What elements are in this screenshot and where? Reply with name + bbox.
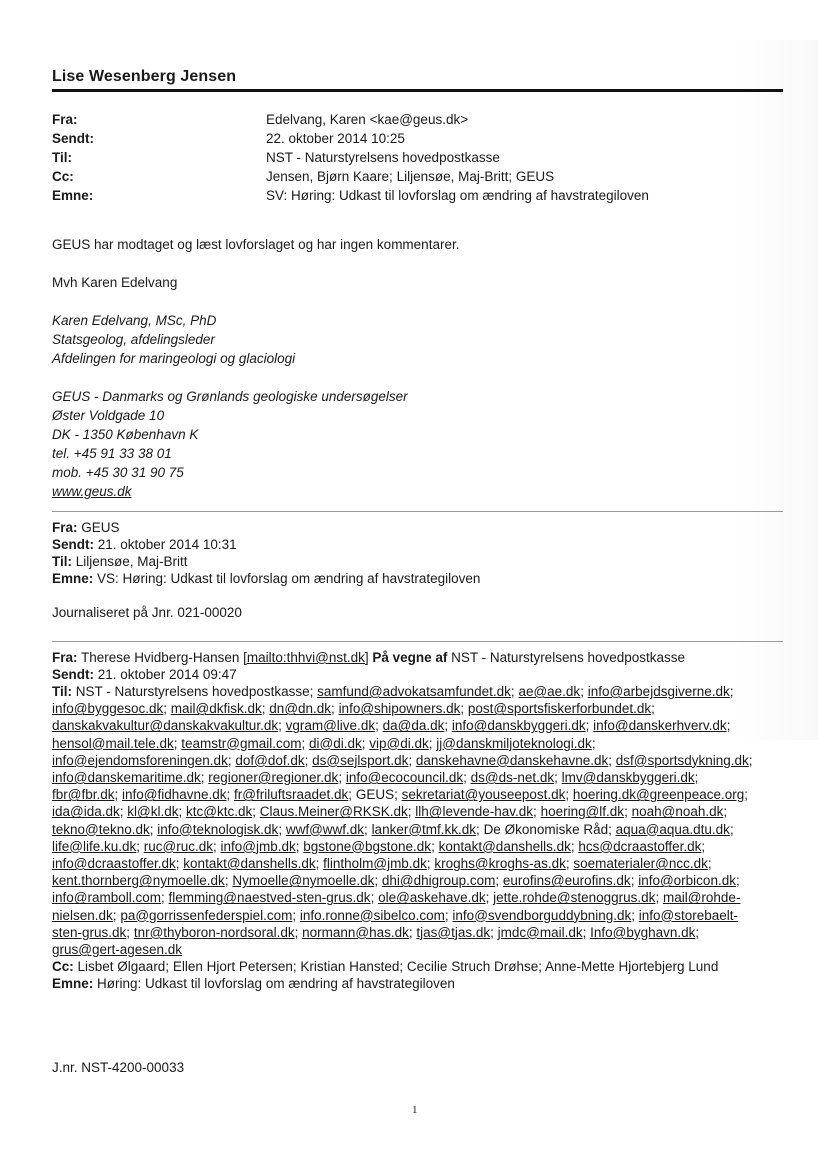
recipient-email-link[interactable]: pa@gorrissenfederspiel.com <box>120 907 293 923</box>
recipient-email-link[interactable]: vip@di.dk <box>369 735 429 751</box>
signature-block <box>52 311 408 501</box>
from-label: Fra: <box>52 112 78 127</box>
signature-name: Karen Edelvang, MSc, PhD <box>52 313 217 328</box>
to-label: Til: <box>52 150 72 165</box>
fwd1-sent-line <box>52 536 772 553</box>
recipient-email-link[interactable]: sekretariat@youseepost.dk <box>401 787 566 803</box>
recipient-email-link[interactable]: llh@levende-hav.dk <box>415 804 534 820</box>
recipient-email-link[interactable]: tjas@tjas.dk <box>416 924 491 940</box>
recipient-name: GEUS <box>355 787 395 803</box>
recipient-email-link[interactable]: kroghs@kroghs-as.dk <box>434 856 566 872</box>
recipient-email-link[interactable]: info@teknologisk.dk <box>157 821 279 837</box>
forward-block-1 <box>52 519 772 621</box>
show-through-shading <box>738 40 818 740</box>
fwd2-sent-line <box>52 666 772 683</box>
fwd2-subject-line <box>52 975 772 992</box>
fwd1-sent-label: Sendt: <box>52 537 94 552</box>
header-row-sent <box>52 129 649 148</box>
fwd2-subject-label: Emne: <box>52 976 94 992</box>
fwd2-cc-label: Cc: <box>52 959 74 975</box>
recipient-email-link[interactable]: info@shipowners.dk <box>338 701 461 717</box>
recipient-email-link[interactable]: normann@has.dk <box>302 924 409 940</box>
signature-city: DK - 1350 København K <box>52 427 199 442</box>
header-row-cc <box>52 167 649 186</box>
recipient-email-link[interactable]: info.ronne@sibelco.com <box>299 907 445 923</box>
recipient-email-link[interactable]: info@danskbyggeri.dk <box>451 718 586 734</box>
fwd2-sent-label: Sendt: <box>52 667 94 682</box>
fwd1-subject-line <box>52 570 772 587</box>
forward-block-2 <box>52 649 772 992</box>
signature-tel: tel. +45 91 33 38 01 <box>52 446 172 461</box>
recipient-list: samfund@advokatsamfundet.dk; ae@ae.dk; info@arbejdsgiverne.dk; info@byggesoc.dk; mail@dkfisk.dk; dn@dn.dk; info@shipowners.dk; post@sportsfiskerforbundet.dk; danskakvakultur@danskakvakultur.dk; vgram@live.dk; da@da.dk; info@danskbyggeri.dk; info@danskerhverv.dk; hensol@mail.tele.dk; teamstr@gmail.com; di@di.dk; vip@di.dk; jj@danskmiljoteknologi.dk; info@ejendomsforeningen.dk; dof@dof.dk; ds@sejlsport.dk; danskehavne@danskehavne.dk; dsf@sportsdykning.dk; info@danskemaritime.dk; regioner@regioner.dk; info@ecocouncil.dk; ds@ds-net.dk; lmv@danskbyggeri.dk; fbr@fbr.dk; info@fidhavne.dk; fr@friluftsraadet.dk; GEUS; sekretariat@youseepost.dk; hoering.dk@greenpeace.org; ida@ida.dk; kl@kl.dk; ktc@ktc.dk; Claus.Meiner@RKSK.dk; llh@levende-hav.dk; hoering@lf.dk; noah@noah.dk; tekno@tekno.dk; info@teknologisk.dk; wwf@wwf.dk; lanker@tmf.kk.dk; De Økonomiske Råd; aqua@aqua.dtu.dk; life@life.ku.dk; ruc@ruc.dk; info@jmb.dk; bgstone@bgstone.dk; kontakt@danshells.dk; hcs@dcraastoffer.dk; info@dcraastoffer.dk; kontakt@danshells.dk; flintholm@jmb.dk; kroghs@kroghs-as.dk; soematerialer@ncc.dk; kent.thornberg@nymoelle.dk; Nymoelle@nymoelle.dk; dhi@dhigroup.com; eurofins@eurofins.dk; info@orbicon.dk; info@ramboll.com; flemming@naestved-sten-grus.dk; ole@askehave.dk; jette.rohde@stenoggrus.dk; mail@rohde-nielsen.dk; pa@gorrissenfederspiel.com; info.ronne@sibelco.com; info@svendborguddybning.dk; info@storebaelt-sten-grus.dk; tnr@thyboron-nordsoral.dk; normann@has.dk; tjas@tjas.dk; jmdc@mail.dk; Info@byghavn.dk; grus@gert-agesen.dk <box>52 684 753 958</box>
fwd1-from-label: Fra: <box>52 520 78 535</box>
recipient-email-link[interactable]: kontakt@danshells.dk <box>183 856 316 872</box>
recipient-email-link[interactable]: info@dcraastoffer.dk <box>52 856 176 872</box>
recipient-email-link[interactable]: info@ecocouncil.dk <box>345 770 464 786</box>
recipient-email-link[interactable]: danskakvakultur@danskakvakultur.dk <box>52 718 279 734</box>
fwd2-from-rest: NST - Naturstyrelsens hovedpostkasse <box>447 650 686 665</box>
fwd1-sent-value: 21. oktober 2014 10:31 <box>94 537 237 552</box>
fwd1-subject-value: VS: Høring: Udkast til lovforslag om ændring af havstrategiloven <box>93 571 481 586</box>
recipient-email-link[interactable]: tnr@thyboron-nordsoral.dk <box>133 924 295 940</box>
recipient-email-link[interactable]: di@di.dk <box>309 735 362 751</box>
sent-value: 22. oktober 2014 10:25 <box>266 131 405 146</box>
recipient-email-link[interactable]: teamstr@gmail.com <box>181 735 302 751</box>
fwd2-cc-line <box>52 958 772 975</box>
recipient-email-link[interactable]: regioner@regioner.dk <box>208 770 339 786</box>
recipient-email-link[interactable]: ole@askehave.dk <box>378 890 486 906</box>
fwd2-to-label: Til: <box>52 684 72 699</box>
journal-number: J.nr. NST-4200-00033 <box>52 1060 185 1075</box>
forward-divider-2 <box>52 641 783 642</box>
email-header-table <box>52 110 649 205</box>
recipient-email-link[interactable]: Claus.Meiner@RKSK.dk <box>259 804 408 820</box>
recipient-email-link[interactable]: ruc@ruc.dk <box>143 838 213 854</box>
header-rule <box>52 89 783 92</box>
fwd1-to-label: Til: <box>52 554 72 569</box>
recipient-email-link[interactable]: hoering.dk@greenpeace.org <box>572 787 745 803</box>
recipient-email-link[interactable]: grus@gert-agesen.dk <box>52 942 183 958</box>
signature-org: GEUS - Danmarks og Grønlands geologiske undersøgelser <box>52 389 408 404</box>
recipient-email-link[interactable]: dn@dn.dk <box>269 701 332 717</box>
recipient-email-link[interactable]: lmv@danskbyggeri.dk <box>561 770 695 786</box>
recipient-email-link[interactable]: samfund@advokatsamfundet.dk <box>317 684 511 699</box>
recipient-email-link[interactable]: info@svendborguddybning.dk <box>452 907 632 923</box>
fwd2-from-label: Fra: <box>52 650 78 665</box>
forward-divider-1 <box>52 511 783 512</box>
recipient-email-link[interactable]: hcs@dcraastoffer.dk <box>578 838 702 854</box>
fwd1-to-value: Liljensøe, Maj-Britt <box>72 554 188 569</box>
sent-label: Sendt: <box>52 131 94 146</box>
signature-web-link[interactable]: www.geus.dk <box>52 484 132 499</box>
recipient-email-link[interactable]: wwf@wwf.dk <box>285 821 365 837</box>
recipient-email-link[interactable]: kl@kl.dk <box>127 804 179 820</box>
recipient-email-link[interactable]: info@danskemaritime.dk <box>52 770 201 786</box>
recipient-email-link[interactable]: info@ramboll.com <box>52 890 161 906</box>
recipient-email-link[interactable]: kent.thornberg@nymoelle.dk <box>52 873 225 889</box>
recipient-email-link[interactable]: life@life.ku.dk <box>52 838 137 854</box>
recipient-email-link[interactable]: lanker@tmf.kk.dk <box>371 821 477 837</box>
fwd2-to-lead: NST - Naturstyrelsens hovedpostkasse; <box>72 684 318 699</box>
recipient-email-link[interactable]: Info@byghavn.dk <box>590 924 696 940</box>
recipient-email-link[interactable]: Nymoelle@nymoelle.dk <box>232 873 375 889</box>
header-row-to <box>52 148 649 167</box>
recipient-email-link[interactable]: info@orbicon.dk <box>638 873 736 889</box>
fwd1-journal-note: Journaliseret på Jnr. 021-00020 <box>52 605 242 620</box>
fwd1-subject-label: Emne: <box>52 571 94 586</box>
recipient-email-link[interactable]: vgram@live.dk <box>285 718 376 734</box>
subject-label: Emne: <box>52 188 94 203</box>
cc-label: Cc: <box>52 169 74 184</box>
fwd1-from-line <box>52 519 772 536</box>
signature-department: Afdelingen for maringeologi og glaciologi <box>52 351 296 366</box>
signature-title: Statsgeolog, afdelingsleder <box>52 332 215 347</box>
recipient-email-link[interactable]: info@ejendomsforeningen.dk <box>52 752 228 768</box>
recipient-email-link[interactable]: jette.rohde@stenoggrus.dk <box>493 890 656 906</box>
from-value: Edelvang, Karen <kae@geus.dk> <box>266 112 469 127</box>
recipient-email-link[interactable]: da@da.dk <box>382 718 445 734</box>
fwd2-cc-value: Lisbet Ølgaard; Ellen Hjort Petersen; Kristian Hansted; Cecilie Struch Drøhse; Anne-Mette Hjortebjerg Lund <box>73 959 719 975</box>
fwd2-sent-value: 21. oktober 2014 09:47 <box>94 667 237 682</box>
recipient-email-link[interactable]: info@danskerhverv.dk <box>593 718 727 734</box>
recipient-email-link[interactable]: hoering@lf.dk <box>540 804 625 820</box>
recipient-name: De Økonomiske Råd <box>483 821 609 837</box>
recipient-email-link[interactable]: noah@noah.dk <box>631 804 724 820</box>
recipient-email-link[interactable]: dsf@sportsdykning.dk <box>615 752 749 768</box>
greeting: Mvh Karen Edelvang <box>52 275 178 290</box>
header-row-subject <box>52 186 649 205</box>
recipient-email-link[interactable]: info@byggesoc.dk <box>52 701 164 717</box>
fwd2-from-name: Therese Hvidberg-Hansen <box>77 650 244 665</box>
header-row-from <box>52 110 649 129</box>
recipient-email-link[interactable]: danskehavne@danskehavne.dk <box>415 752 609 768</box>
to-value: NST - Naturstyrelsens hovedpostkasse <box>266 150 500 165</box>
recipient-email-link[interactable]: post@sportsfiskerforbundet.dk <box>467 701 652 717</box>
recipient-email-link[interactable]: ida@ida.dk <box>52 804 120 820</box>
recipient-email-link[interactable]: fr@friluftsraadet.dk <box>234 787 349 803</box>
recipient-email-link[interactable]: jj@danskmiljoteknologi.dk <box>436 735 592 751</box>
recipient-email-link[interactable]: ds@sejlsport.dk <box>312 752 409 768</box>
fwd1-from-value: GEUS <box>77 520 120 535</box>
recipient-email-link[interactable]: fbr@fbr.dk <box>52 787 115 803</box>
recipient-email-link[interactable]: mail@dkfisk.dk <box>170 701 262 717</box>
body-text: GEUS har modtaget og læst lovforslaget og har ingen kommentarer. <box>52 237 460 252</box>
fwd2-mailto-link[interactable]: [mailto:thhvi@nst.dk] <box>243 650 369 665</box>
recipient-email-link[interactable]: info@arbejdsgiverne.dk <box>587 684 730 699</box>
recipient-email-link[interactable]: hensol@mail.tele.dk <box>52 735 174 751</box>
recipient-email-link[interactable]: tekno@tekno.dk <box>52 821 150 837</box>
signature-mob: mob. +45 30 31 90 75 <box>52 465 184 480</box>
mailbox-owner-name: Lise Wesenberg Jensen <box>52 68 237 85</box>
recipient-email-link[interactable]: mail@rohde-nielsen.dk <box>52 890 741 923</box>
recipient-email-link[interactable]: soematerialer@ncc.dk <box>573 856 708 872</box>
recipient-email-link[interactable]: info@jmb.dk <box>220 838 296 854</box>
fwd2-subject-value: Høring: Udkast til lovforslag om ændring af havstrategiloven <box>93 976 455 992</box>
fwd1-to-line <box>52 553 772 570</box>
recipient-email-link[interactable]: ktc@ktc.dk <box>186 804 253 820</box>
recipient-email-link[interactable]: dof@dof.dk <box>235 752 305 768</box>
recipient-email-link[interactable]: eurofins@eurofins.dk <box>502 873 631 889</box>
page-number: 1 <box>412 1104 418 1116</box>
recipient-email-link[interactable]: ae@ae.dk <box>518 684 581 699</box>
recipient-email-link[interactable]: kontakt@danshells.dk <box>438 838 571 854</box>
signature-street: Øster Voldgade 10 <box>52 408 165 423</box>
cc-value: Jensen, Bjørn Kaare; Liljensøe, Maj-Britt; GEUS <box>266 169 555 184</box>
recipient-email-link[interactable]: dhi@dhigroup.com <box>381 873 496 889</box>
recipient-email-link[interactable]: aqua@aqua.dtu.dk <box>615 821 730 837</box>
recipient-email-link[interactable]: info@storebaelt-sten-grus.dk <box>52 907 739 940</box>
recipient-email-link[interactable]: ds@ds-net.dk <box>470 770 555 786</box>
fwd2-from-line <box>52 649 772 666</box>
recipient-email-link[interactable]: flemming@naestved-sten-grus.dk <box>168 890 371 906</box>
fwd2-to-line <box>52 683 764 958</box>
recipient-email-link[interactable]: bgstone@bgstone.dk <box>303 838 432 854</box>
fwd2-on-behalf-label: På vegne af <box>368 650 448 665</box>
subject-value: SV: Høring: Udkast til lovforslag om ændring af havstrategiloven <box>266 188 649 203</box>
recipient-email-link[interactable]: jmdc@mail.dk <box>497 924 583 940</box>
recipient-email-link[interactable]: flintholm@jmb.dk <box>323 856 427 872</box>
recipient-email-link[interactable]: info@fidhavne.dk <box>122 787 227 803</box>
